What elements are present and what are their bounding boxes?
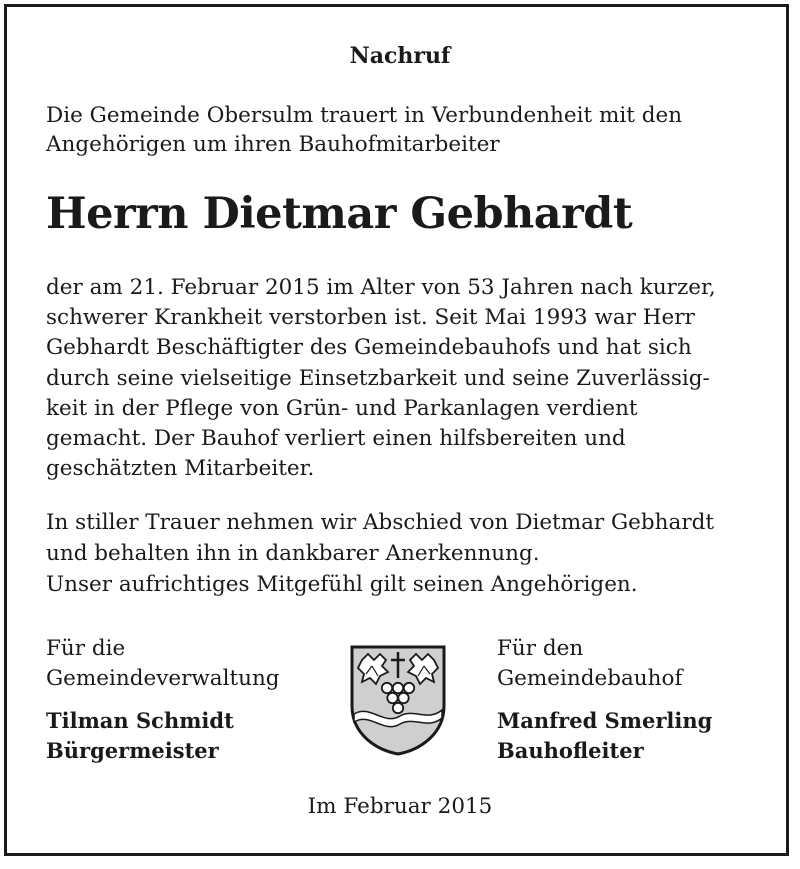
body-line: Gebhardt Beschäftigter des Gemeindebauhofs und hat sich xyxy=(46,335,692,361)
signature-right-line2: Gemeindebauhof xyxy=(497,666,683,691)
body-line: der am 21. Februar 2015 im Alter von 53 Jahren nach kurzer, xyxy=(46,275,716,300)
deceased-name: Herrn Dietmar Gebhardt xyxy=(46,189,633,239)
mourning-line: Unser aufrichtiges Mitgefühl gilt seinen Angehörigen. xyxy=(46,572,638,597)
signature-administration xyxy=(46,634,336,766)
intro-line: Die Gemeinde Obersulm trauert in Verbundenheit mit den xyxy=(46,103,683,128)
signature-left-name: Tilman Schmidt xyxy=(46,708,234,733)
intro-line: Angehörigen um ihren Bauhofmitarbeiter xyxy=(46,132,500,157)
signature-left-role: Bürgermeister xyxy=(46,738,219,763)
body-line: gemacht. Der Bauhof verliert einen hilfsbereiten und xyxy=(46,426,626,452)
signature-left-line1: Für die xyxy=(46,636,126,661)
body-line: durch seine vielseitige Einsetzbarkeit und seine Zuverlässig- xyxy=(46,365,710,391)
intro-paragraph xyxy=(46,101,761,159)
mourning-line: und behalten ihn in dankbarer Anerkennung. xyxy=(46,541,540,566)
body-line: geschätzten Mitarbeiter. xyxy=(46,456,315,482)
municipal-coat-of-arms-icon xyxy=(348,644,448,756)
signature-right-line1: Für den xyxy=(497,636,584,661)
notice-heading: Nachruf xyxy=(349,43,451,69)
signature-building-yard xyxy=(497,634,777,766)
signature-left-line2: Gemeindeverwaltung xyxy=(46,666,280,691)
body-line: schwerer Krankheit verstorben ist. Seit Mai 1993 war Herr xyxy=(46,305,695,331)
date-line: Im Februar 2015 xyxy=(307,794,493,819)
mourning-line: In stiller Trauer nehmen wir Abschied von Dietmar Gebhardt xyxy=(46,510,715,535)
signature-right-name: Manfred Smerling xyxy=(497,708,713,733)
signature-right-role: Bauhofleiter xyxy=(497,738,644,763)
body-line: keit in der Pflege von Grün- und Parkanlagen verdient xyxy=(46,395,638,421)
obituary-body xyxy=(46,273,761,484)
mourning-paragraph xyxy=(46,507,761,600)
